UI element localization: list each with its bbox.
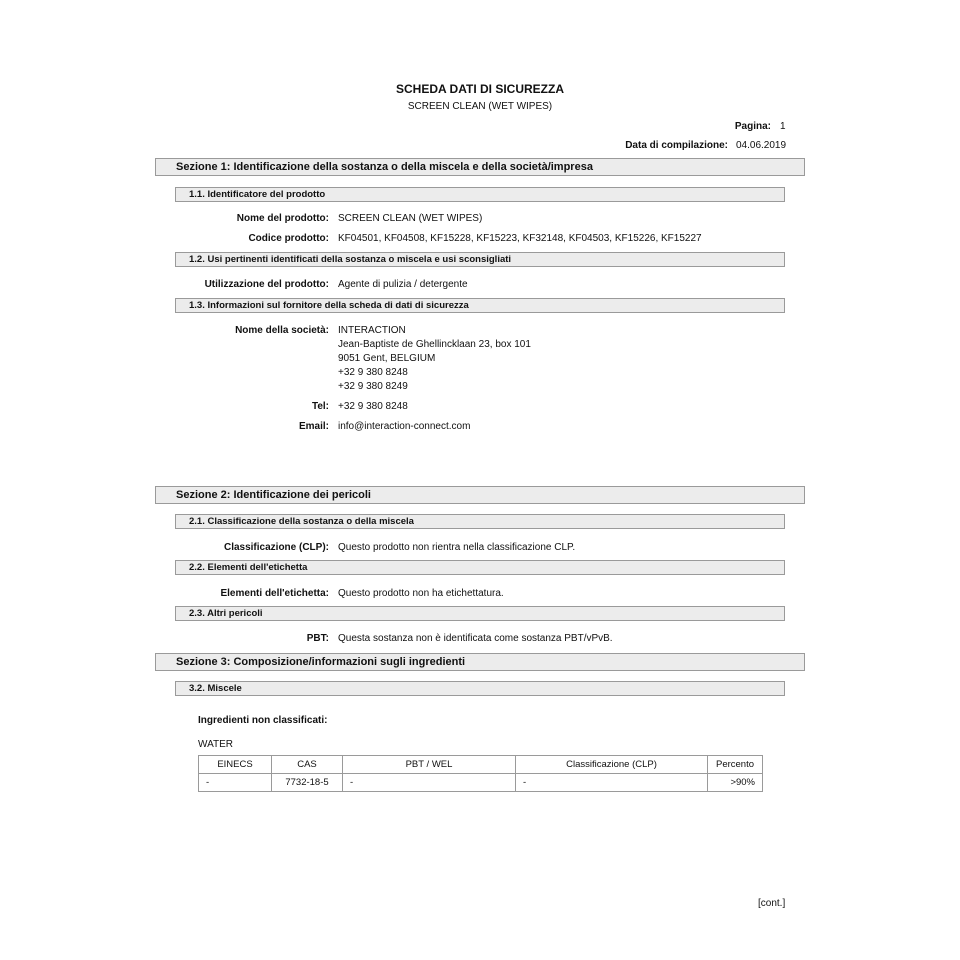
table-cell: - xyxy=(199,774,272,792)
product-code-label: Codice prodotto: xyxy=(248,233,329,244)
product-name-label: Nome del prodotto: xyxy=(236,213,329,224)
product-code-value: KF04501, KF04508, KF15228, KF15223, KF32148, KF04503, KF15226, KF15227 xyxy=(338,233,702,244)
company-line: 9051 Gent, BELGIUM xyxy=(338,353,436,364)
section-3-header: Sezione 3: Composizione/informazioni sugli ingredienti xyxy=(155,653,805,671)
company-line: INTERACTION xyxy=(338,325,406,336)
ingredients-table xyxy=(198,755,763,792)
subsection-2-2-header: 2.2. Elementi dell'etichetta xyxy=(175,560,785,575)
tel-value: +32 9 380 8248 xyxy=(338,401,408,412)
table-header-cell: Percento xyxy=(708,756,763,774)
product-use-value: Agente di pulizia / detergente xyxy=(338,279,468,290)
subsection-2-1-header: 2.1. Classificazione della sostanza o della miscela xyxy=(175,514,785,529)
subsection-3-2-header: 3.2. Miscele xyxy=(175,681,785,696)
email-value: info@interaction-connect.com xyxy=(338,421,471,432)
table-header-cell: PBT / WEL xyxy=(343,756,516,774)
product-name-value: SCREEN CLEAN (WET WIPES) xyxy=(338,213,483,224)
company-line: +32 9 380 8249 xyxy=(338,381,408,392)
pbt-value: Questa sostanza non è identificata come sostanza PBT/vPvB. xyxy=(338,633,613,644)
label-elements-value: Questo prodotto non ha etichettatura. xyxy=(338,588,504,599)
page-label: Pagina: xyxy=(734,121,771,132)
table-header-cell: Classificazione (CLP) xyxy=(516,756,708,774)
subsection-1-3-header: 1.3. Informazioni sul fornitore della scheda di dati di sicurezza xyxy=(175,298,785,313)
company-name-label: Nome della società: xyxy=(235,325,329,336)
subsection-2-3-header: 2.3. Altri pericoli xyxy=(175,606,785,621)
table-header-cell: EINECS xyxy=(199,756,272,774)
company-line: Jean-Baptiste de Ghellinckl​aan 23, box 101 xyxy=(338,339,531,350)
company-line: +32 9 380 8248 xyxy=(338,367,408,378)
table-header-row xyxy=(199,756,763,774)
clp-classification-label: Classificazione (CLP): xyxy=(223,542,329,553)
date-label: Data di compilazione: xyxy=(625,140,728,151)
subsection-1-1-header: 1.1. Identificatore del prodotto xyxy=(175,187,785,202)
tel-label: Tel: xyxy=(311,401,329,412)
page-number: 1 xyxy=(780,121,786,132)
table-cell: >90% xyxy=(708,774,763,792)
unclassified-ingredients-label: Ingredienti non classificati: xyxy=(198,715,328,726)
date-value: 04.06.2019 xyxy=(736,140,787,151)
email-label: Email: xyxy=(298,421,329,432)
section-1-header: Sezione 1: Identificazione della sostanza o della miscela e della società/impresa xyxy=(155,158,805,176)
subsection-1-2-header: 1.2. Usi pertinenti identificati della sostanza o miscela e usi sconsigliati xyxy=(175,252,785,267)
product-use-label: Utilizzazione del prodotto: xyxy=(204,279,329,290)
table-cell: 7732-18-5 xyxy=(272,774,343,792)
table-cell: - xyxy=(516,774,708,792)
document-subtitle: SCREEN CLEAN (WET WIPES) xyxy=(407,101,553,112)
ingredient-name: WATER xyxy=(198,739,233,750)
label-elements-label: Elementi dell'etichetta: xyxy=(220,588,329,599)
clp-classification-value: Questo prodotto non rientra nella classificazione CLP. xyxy=(338,542,576,553)
table-row xyxy=(199,774,763,792)
pbt-label: PBT: xyxy=(306,633,329,644)
table-cell: - xyxy=(343,774,516,792)
section-2-header: Sezione 2: Identificazione dei pericoli xyxy=(155,486,805,504)
document-title: SCHEDA DATI DI SICUREZZA xyxy=(396,82,564,96)
table-header-cell: CAS xyxy=(272,756,343,774)
continued-marker: [cont.] xyxy=(758,898,786,909)
